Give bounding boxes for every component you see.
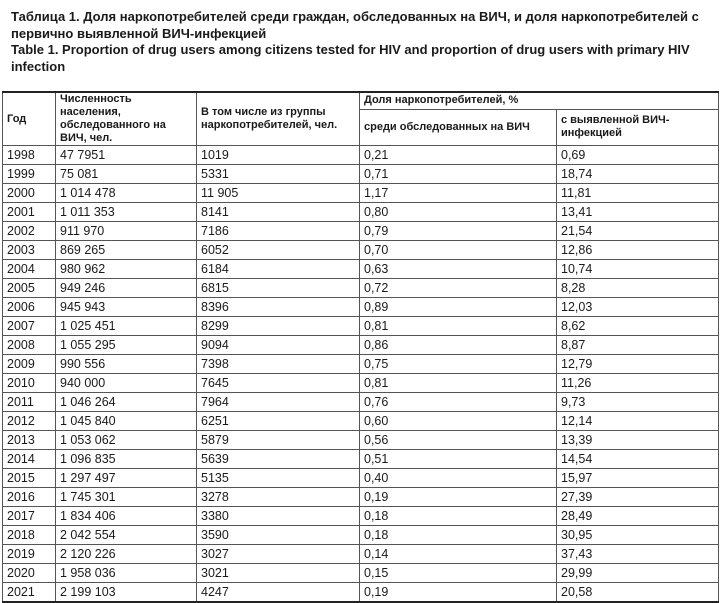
cell-population: 1 834 406: [56, 507, 197, 526]
cell-drug-users: 6815: [197, 279, 360, 298]
cell-share-tested: 0,56: [360, 431, 557, 450]
cell-population: 1 297 497: [56, 469, 197, 488]
table-row: [3, 450, 719, 469]
cell-share-infected: 10,74: [557, 260, 719, 279]
caption-english: Table 1. Proportion of drug users among citizens tested for HIV and proportion of drug users with primary HIV infection: [11, 42, 690, 74]
cell-share-infected: 11,26: [557, 374, 719, 393]
cell-population: 1 096 835: [56, 450, 197, 469]
cell-share-infected: 30,95: [557, 526, 719, 545]
cell-population: 990 556: [56, 355, 197, 374]
table-row: [3, 526, 719, 545]
table-row: [3, 564, 719, 583]
table-row: [3, 279, 719, 298]
cell-share-infected: 37,43: [557, 545, 719, 564]
cell-year: 2015: [3, 469, 56, 488]
cell-population: 940 000: [56, 374, 197, 393]
cell-population: 47 7951: [56, 146, 197, 165]
header-drug-users: В том числе из группы наркопотребителей, чел.: [197, 92, 360, 146]
cell-share-tested: 0,70: [360, 241, 557, 260]
cell-population: 869 265: [56, 241, 197, 260]
table-row: [3, 412, 719, 431]
cell-share-tested: 0,19: [360, 583, 557, 603]
cell-population: 2 199 103: [56, 583, 197, 603]
table-row: [3, 203, 719, 222]
cell-share-tested: 0,63: [360, 260, 557, 279]
cell-share-tested: 0,89: [360, 298, 557, 317]
cell-drug-users: 1019: [197, 146, 360, 165]
cell-population: 75 081: [56, 165, 197, 184]
cell-year: 2011: [3, 393, 56, 412]
table-row: [3, 393, 719, 412]
cell-year: 1999: [3, 165, 56, 184]
cell-share-tested: 0,81: [360, 374, 557, 393]
cell-drug-users: 8299: [197, 317, 360, 336]
table-row: [3, 355, 719, 374]
cell-share-tested: 0,76: [360, 393, 557, 412]
cell-share-tested: 0,86: [360, 336, 557, 355]
header-share-infected: с выявленной ВИЧ-инфекцией: [557, 109, 719, 145]
cell-drug-users: 5879: [197, 431, 360, 450]
cell-drug-users: 5135: [197, 469, 360, 488]
cell-year: 2014: [3, 450, 56, 469]
cell-drug-users: 6184: [197, 260, 360, 279]
cell-population: 1 053 062: [56, 431, 197, 450]
table-row: [3, 260, 719, 279]
cell-share-infected: 27,39: [557, 488, 719, 507]
cell-share-tested: 0,71: [360, 165, 557, 184]
cell-drug-users: 4247: [197, 583, 360, 603]
table-body: [3, 146, 719, 603]
cell-share-infected: 20,58: [557, 583, 719, 603]
cell-population: 1 025 451: [56, 317, 197, 336]
cell-population: 1 014 478: [56, 184, 197, 203]
cell-share-infected: 12,79: [557, 355, 719, 374]
table-row: [3, 336, 719, 355]
cell-drug-users: 8141: [197, 203, 360, 222]
cell-share-infected: 15,97: [557, 469, 719, 488]
cell-year: 2013: [3, 431, 56, 450]
cell-drug-users: 5331: [197, 165, 360, 184]
cell-year: 2010: [3, 374, 56, 393]
cell-share-tested: 0,51: [360, 450, 557, 469]
cell-year: 2012: [3, 412, 56, 431]
cell-population: 980 962: [56, 260, 197, 279]
cell-year: 2020: [3, 564, 56, 583]
cell-share-infected: 8,28: [557, 279, 719, 298]
cell-share-infected: 14,54: [557, 450, 719, 469]
header-population: Численность населения, обследованного на ВИЧ, чел.: [56, 92, 197, 146]
cell-share-tested: 0,19: [360, 488, 557, 507]
cell-drug-users: 6251: [197, 412, 360, 431]
cell-year: 2006: [3, 298, 56, 317]
cell-population: 1 011 353: [56, 203, 197, 222]
cell-share-infected: 8,62: [557, 317, 719, 336]
cell-population: 2 120 226: [56, 545, 197, 564]
cell-share-infected: 13,41: [557, 203, 719, 222]
cell-population: 945 943: [56, 298, 197, 317]
table-row: [3, 431, 719, 450]
header-share-group: Доля наркопотребителей, %: [360, 92, 719, 109]
cell-share-infected: 12,14: [557, 412, 719, 431]
cell-share-tested: 0,80: [360, 203, 557, 222]
cell-population: 911 970: [56, 222, 197, 241]
cell-year: 2019: [3, 545, 56, 564]
cell-drug-users: 7964: [197, 393, 360, 412]
cell-population: 1 745 301: [56, 488, 197, 507]
cell-share-tested: 0,40: [360, 469, 557, 488]
cell-year: 2016: [3, 488, 56, 507]
table-row: [3, 469, 719, 488]
cell-share-tested: 0,60: [360, 412, 557, 431]
cell-drug-users: 3590: [197, 526, 360, 545]
cell-drug-users: 11 905: [197, 184, 360, 203]
cell-population: 1 046 264: [56, 393, 197, 412]
cell-drug-users: 3021: [197, 564, 360, 583]
cell-share-tested: 1,17: [360, 184, 557, 203]
cell-share-infected: 8,87: [557, 336, 719, 355]
cell-share-tested: 0,15: [360, 564, 557, 583]
cell-share-tested: 0,14: [360, 545, 557, 564]
cell-share-tested: 0,18: [360, 507, 557, 526]
data-table: [2, 91, 719, 603]
caption-russian: Таблица 1. Доля наркопотребителей среди граждан, обследованных на ВИЧ, и доля наркопотребителей с первично выявленной ВИЧ-инфекцией: [11, 9, 699, 41]
cell-share-infected: 11,81: [557, 184, 719, 203]
table-row: [3, 165, 719, 184]
cell-drug-users: 3027: [197, 545, 360, 564]
cell-share-infected: 21,54: [557, 222, 719, 241]
cell-share-infected: 12,03: [557, 298, 719, 317]
cell-share-infected: 9,73: [557, 393, 719, 412]
cell-year: 1998: [3, 146, 56, 165]
cell-year: 2004: [3, 260, 56, 279]
cell-year: 2021: [3, 583, 56, 603]
table-caption: [0, 0, 720, 91]
cell-year: 2018: [3, 526, 56, 545]
cell-share-tested: 0,75: [360, 355, 557, 374]
cell-drug-users: 5639: [197, 450, 360, 469]
table-row: [3, 545, 719, 564]
cell-drug-users: 3380: [197, 507, 360, 526]
cell-drug-users: 6052: [197, 241, 360, 260]
table-row: [3, 298, 719, 317]
cell-share-tested: 0,18: [360, 526, 557, 545]
table-row: [3, 184, 719, 203]
cell-share-infected: 29,99: [557, 564, 719, 583]
cell-year: 2001: [3, 203, 56, 222]
cell-year: 2003: [3, 241, 56, 260]
table-row: [3, 146, 719, 165]
cell-share-tested: 0,79: [360, 222, 557, 241]
table-row: [3, 583, 719, 603]
cell-population: 1 958 036: [56, 564, 197, 583]
cell-drug-users: 7186: [197, 222, 360, 241]
cell-share-infected: 0,69: [557, 146, 719, 165]
cell-share-infected: 12,86: [557, 241, 719, 260]
table-row: [3, 488, 719, 507]
cell-population: 1 055 295: [56, 336, 197, 355]
table-row: [3, 222, 719, 241]
cell-share-tested: 0,72: [360, 279, 557, 298]
cell-drug-users: 3278: [197, 488, 360, 507]
cell-drug-users: 7645: [197, 374, 360, 393]
cell-population: 949 246: [56, 279, 197, 298]
cell-share-infected: 18,74: [557, 165, 719, 184]
cell-year: 2009: [3, 355, 56, 374]
cell-year: 2000: [3, 184, 56, 203]
cell-share-infected: 28,49: [557, 507, 719, 526]
cell-population: 2 042 554: [56, 526, 197, 545]
table-row: [3, 317, 719, 336]
header-year: Год: [3, 92, 56, 146]
header-share-tested: среди обследованных на ВИЧ: [360, 109, 557, 145]
cell-drug-users: 7398: [197, 355, 360, 374]
table-row: [3, 374, 719, 393]
cell-year: 2005: [3, 279, 56, 298]
table-header: [3, 92, 719, 146]
cell-year: 2008: [3, 336, 56, 355]
cell-population: 1 045 840: [56, 412, 197, 431]
table-row: [3, 507, 719, 526]
cell-share-tested: 0,21: [360, 146, 557, 165]
cell-share-infected: 13,39: [557, 431, 719, 450]
cell-share-tested: 0,81: [360, 317, 557, 336]
cell-drug-users: 9094: [197, 336, 360, 355]
cell-drug-users: 8396: [197, 298, 360, 317]
cell-year: 2017: [3, 507, 56, 526]
table-row: [3, 241, 719, 260]
cell-year: 2002: [3, 222, 56, 241]
cell-year: 2007: [3, 317, 56, 336]
